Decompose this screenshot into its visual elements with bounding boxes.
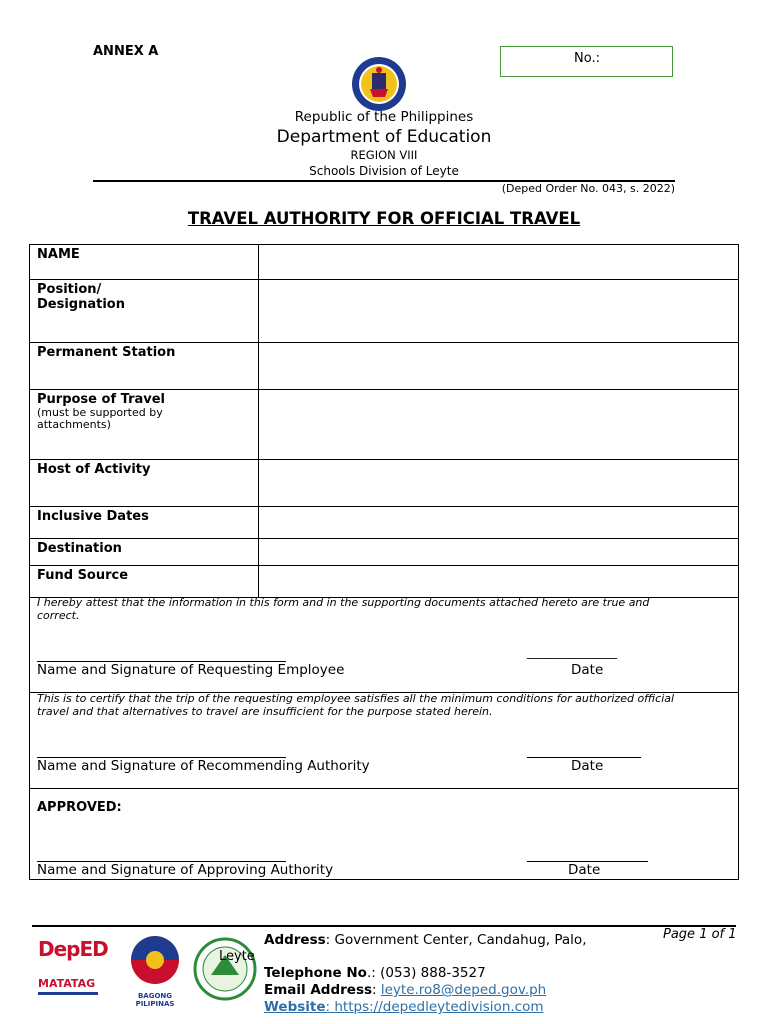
purpose-field[interactable] xyxy=(259,390,739,460)
document-number-label: No.: xyxy=(574,51,600,66)
page-number: Page 1 of 1 xyxy=(663,927,737,942)
attestation-section xyxy=(29,597,739,880)
footer-phone: Telephone No.: (053) 888-3527 xyxy=(264,965,486,981)
name-label: NAME xyxy=(30,245,259,280)
attest-statement: I hereby attest that the information in this form and in the supporting documents attached hereto are true and correct. xyxy=(37,596,650,622)
republic-heading: Republic of the Philippines xyxy=(294,109,474,125)
certify-statement: This is to certify that the trip of the requesting employee satisfies all the minimum conditions for authorized official travel and that alternatives to travel are insufficient for the purpose stated herein. xyxy=(37,692,675,718)
footer-divider xyxy=(32,925,736,927)
document-number-box[interactable] xyxy=(500,46,673,77)
footer-address: Address: Government Center, Candahug, Palo, xyxy=(264,932,587,948)
permanent-station-field[interactable] xyxy=(259,343,739,390)
approved-label: APPROVED: xyxy=(37,800,122,815)
table-row xyxy=(30,343,739,390)
table-row xyxy=(30,507,739,539)
position-label: Position/ Designation xyxy=(30,280,259,343)
division-seal-icon xyxy=(193,937,257,1001)
fund-source-field[interactable] xyxy=(259,566,739,598)
date-label: Date xyxy=(571,662,604,678)
deped-order-ref: (Deped Order No. 043, s. 2022) xyxy=(501,182,675,195)
inclusive-dates-label: Inclusive Dates xyxy=(30,507,259,539)
date-label: Date xyxy=(568,862,601,878)
purpose-sublabel: (must be supported by attachments) xyxy=(37,406,163,431)
deped-logo-text: DepED xyxy=(38,937,108,961)
annex-label: ANNEX A xyxy=(93,44,159,59)
matatag-logo-text: MATATAG xyxy=(38,977,96,990)
table-row xyxy=(30,390,739,460)
email-link[interactable]: leyte.ro8@deped.gov.ph xyxy=(380,982,547,998)
region-heading: REGION VIII xyxy=(350,148,418,162)
footer-email: Email Address: leyte.ro8@deped.gov.ph xyxy=(264,982,547,998)
bagong-pilipinas-logo xyxy=(120,934,190,1008)
destination-label: Destination xyxy=(30,539,259,566)
division-heading: Schools Division of Leyte xyxy=(309,164,459,178)
deped-matatag-logo xyxy=(38,938,110,1002)
bagong-pilipinas-text: BAGONG PILIPINAS xyxy=(135,992,175,1008)
division-seal xyxy=(193,937,257,1001)
table-row xyxy=(30,566,739,598)
department-heading: Department of Education xyxy=(276,127,492,147)
travel-form-table xyxy=(29,244,739,598)
table-row xyxy=(30,280,739,343)
purpose-label: Purpose of Travel (must be supported by attachments) xyxy=(30,390,259,460)
recommending-signature-label: Name and Signature of Recommending Authority xyxy=(37,758,370,774)
section-divider xyxy=(30,788,738,789)
website-link[interactable]: : https://depedleytedivision.com xyxy=(325,999,544,1015)
permanent-station-label: Permanent Station xyxy=(30,343,259,390)
position-field[interactable] xyxy=(259,280,739,343)
approving-signature-label: Name and Signature of Approving Authority xyxy=(37,862,334,878)
name-field[interactable] xyxy=(259,245,739,280)
table-row xyxy=(30,245,739,280)
bagong-pilipinas-icon xyxy=(120,934,190,988)
table-row xyxy=(30,460,739,507)
deped-seal-icon xyxy=(350,55,408,113)
fund-source-label: Fund Source xyxy=(30,566,259,598)
footer-website: Website: https://depedleytedivision.com xyxy=(264,999,544,1015)
form-title: TRAVEL AUTHORITY FOR OFFICIAL TRAVEL xyxy=(187,209,581,228)
table-row xyxy=(30,539,739,566)
date-line[interactable]: _______________ xyxy=(527,645,617,659)
requesting-signature-label: Name and Signature of Requesting Employee xyxy=(37,662,345,678)
leyte-overlay-text: Leyte xyxy=(219,949,255,964)
host-label: Host of Activity xyxy=(30,460,259,507)
host-field[interactable] xyxy=(259,460,739,507)
logo-bar xyxy=(38,992,98,995)
date-label: Date xyxy=(571,758,604,774)
destination-field[interactable] xyxy=(259,539,739,566)
inclusive-dates-field[interactable] xyxy=(259,507,739,539)
